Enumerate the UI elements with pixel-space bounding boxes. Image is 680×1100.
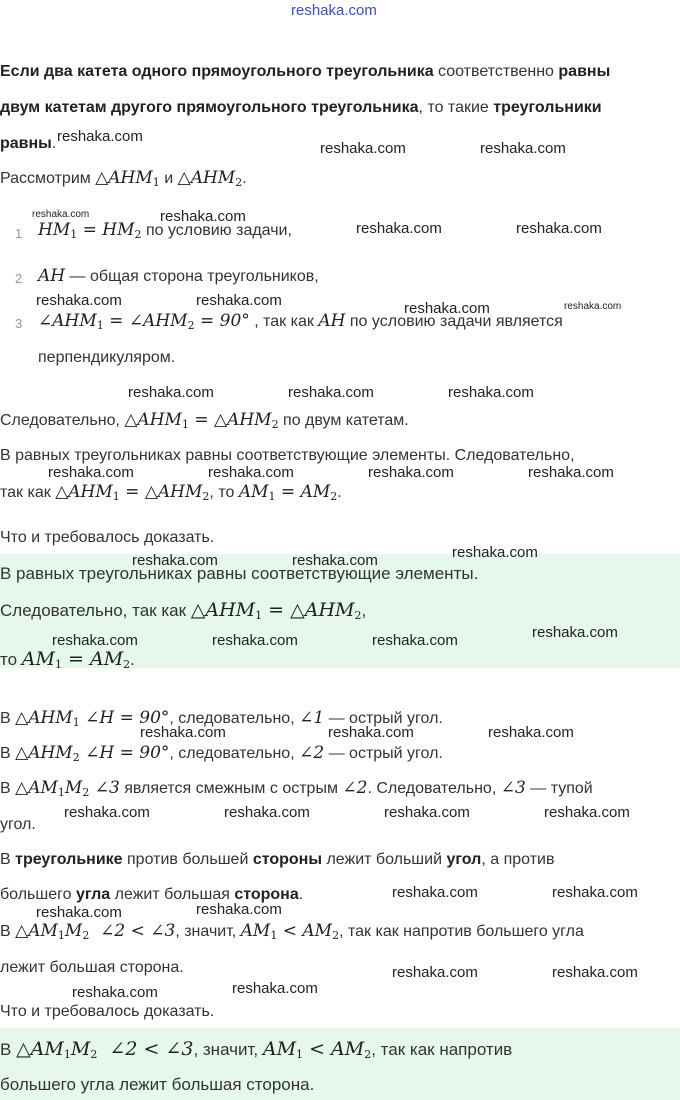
- item-2: [38, 266, 319, 287]
- box1-end3: .: [130, 650, 135, 669]
- therefore-post: по двум катетам.: [278, 412, 409, 429]
- watermark: reshaka.com: [532, 624, 618, 641]
- consider-end: .: [242, 170, 247, 187]
- watermark: reshaka.com: [48, 464, 134, 481]
- p2-l3-end: — тупой: [525, 780, 593, 797]
- rule-text-8: .: [51, 135, 57, 152]
- equal-mid: , то: [209, 484, 239, 501]
- watermark: reshaka.com: [212, 632, 298, 649]
- watermark: reshaka.com: [128, 384, 214, 401]
- rule-bold-7: равны: [0, 135, 52, 152]
- formula-box1-am: $AM_1 = AM_2$: [21, 648, 131, 671]
- rule-line-3: [0, 134, 56, 154]
- part2-conclusion-line-1: [0, 921, 584, 946]
- p2-rule2-b: угла: [75, 886, 111, 903]
- therefore-line: [0, 410, 409, 435]
- p2-rule2-e: .: [298, 886, 304, 903]
- qed-2: Что и требовалось доказать.: [0, 1003, 215, 1020]
- rule-bold-4: двум катетам другого прямоугольного треугольника: [0, 99, 419, 116]
- item-number-3: 3: [15, 316, 23, 331]
- watermark: reshaka.com: [196, 901, 282, 918]
- watermark: reshaka.com: [52, 632, 138, 649]
- watermark: reshaka.com: [552, 884, 638, 901]
- formula-triangles-equal-2: $\triangle AHM_1$ = $\triangle AHM_2$: [55, 482, 210, 503]
- formula-am1m2-angle3: $\triangle AM_1M_2$ ∠3: [15, 778, 120, 799]
- formula-angles-90: $\angle AHM_1$ = $\angle AHM_2 = 90^\circ$: [38, 311, 250, 332]
- part2-line-3: [0, 778, 593, 803]
- item-3-text: , так как: [249, 313, 319, 330]
- formula-hm1-eq-hm2: $HM_1 = HM_2$: [38, 220, 142, 241]
- watermark: reshaka.com: [36, 292, 122, 309]
- p2-l3-mid2: . Следовательно,: [367, 780, 501, 797]
- formula-ah-2: AH: [318, 311, 346, 331]
- formula-angle-2b: ∠2: [342, 778, 368, 798]
- watermark: reshaka.com: [552, 964, 638, 981]
- p2-l1-pre: В: [0, 710, 16, 727]
- p2-l2-pre: В: [0, 745, 16, 762]
- formula-box1-triangles: $\triangle AHM_1$ = $\triangle AHM_2$: [190, 599, 362, 622]
- part2-conclusion-line-2: лежит большая сторона.: [0, 959, 184, 976]
- p2-rule2-c: лежит большая: [110, 886, 235, 903]
- p2-l2-end: — острый угол.: [324, 745, 443, 762]
- watermark: reshaka.com: [196, 292, 282, 309]
- item-3-text2: по условию задачи является: [345, 313, 563, 330]
- box2-mid: , значит,: [193, 1040, 263, 1059]
- formula-angle-1: ∠1: [299, 708, 325, 728]
- formula-angle-3: ∠3: [500, 778, 526, 798]
- rule-line-1: [0, 62, 610, 82]
- formula-am1-eq-am2: $AM_1 = AM_2$: [238, 482, 338, 503]
- triangle-ahm2: $\triangle AHM_2$: [177, 168, 243, 189]
- formula-triangles-equal: $\triangle AHM_1$ = $\triangle AHM_2$: [124, 410, 279, 431]
- formula-am1-lt-am2: $AM_1 < AM_2$: [240, 921, 340, 942]
- part2-rule-line-1: [0, 850, 554, 870]
- rule-text-5: , то такие: [418, 99, 494, 116]
- watermark: reshaka.com: [384, 804, 470, 821]
- p2-l1-end: — острый угол.: [324, 710, 443, 727]
- part2-line-2: [0, 743, 443, 768]
- box1-line-3: [0, 649, 135, 675]
- watermark: reshaka.com: [372, 632, 458, 649]
- watermark: reshaka.com: [57, 128, 143, 145]
- p2-rule-e: лежит больший: [322, 851, 447, 868]
- part2-line-3b: угол.: [0, 816, 36, 833]
- watermark: reshaka.com: [132, 552, 218, 569]
- box1-pre2: Следовательно, так как: [0, 601, 191, 620]
- watermark: reshaka.com: [160, 208, 246, 225]
- box1-line-1: В равных треугольниках равны соответствующие элементы.: [0, 564, 479, 583]
- watermark: reshaka.com: [32, 209, 90, 220]
- site-watermark-header[interactable]: reshaka.com: [291, 2, 377, 19]
- p2-rule-b: треугольнике: [15, 851, 123, 868]
- watermark: reshaka.com: [328, 724, 414, 741]
- watermark: reshaka.com: [288, 384, 374, 401]
- rule-bold-6: треугольники: [493, 99, 602, 116]
- box2-pre: В: [0, 1040, 17, 1059]
- p2-rule-f: угол: [446, 851, 482, 868]
- p2-rule2-d: сторона: [234, 886, 299, 903]
- watermark: reshaka.com: [564, 301, 622, 312]
- box2-line-2: большего угла лежит большая сторона.: [0, 1075, 315, 1094]
- watermark: reshaka.com: [208, 464, 294, 481]
- formula-am1m2-angles: $\triangle AM_1M_2$ ∠2 < ∠3: [15, 921, 176, 942]
- therefore-pre: Следовательно,: [0, 412, 125, 429]
- qed-1: Что и требовалось доказать.: [0, 529, 215, 546]
- box1-line-2: [0, 600, 366, 626]
- watermark: reshaka.com: [224, 804, 310, 821]
- watermark: reshaka.com: [528, 464, 614, 481]
- equal-elements-line-2: [0, 482, 342, 507]
- consider-pre: Рассмотрим: [0, 170, 96, 187]
- consider-line: [0, 168, 247, 193]
- formula-ahm1-h90: $\triangle AHM_1$ ∠H = 90°: [15, 708, 170, 729]
- p2-concl-pre: В: [0, 923, 16, 940]
- watermark: reshaka.com: [480, 140, 566, 157]
- box2-line-1: [0, 1039, 512, 1065]
- p2-l1-mid: , следовательно,: [169, 710, 300, 727]
- formula-box2-angles: $\triangle AM_1M_2$ ∠2 < ∠3: [16, 1038, 194, 1061]
- watermark: reshaka.com: [368, 464, 454, 481]
- watermark: reshaka.com: [140, 724, 226, 741]
- equal-end: .: [337, 484, 342, 501]
- equal-pre: так как: [0, 484, 56, 501]
- watermark: reshaka.com: [72, 984, 158, 1001]
- p2-rule-g: , а против: [481, 851, 555, 868]
- p2-rule-a: В: [0, 851, 16, 868]
- p2-l3-pre: В: [0, 780, 16, 797]
- item-3-continuation: перпендикуляром.: [38, 349, 176, 366]
- p2-concl-end: , так как напротив большего угла: [339, 923, 584, 940]
- box2-end: , так как напротив: [371, 1040, 513, 1059]
- formula-angle-2: ∠2: [299, 743, 325, 763]
- item-number-1: 1: [15, 226, 23, 241]
- equal-elements-line-1: В равных треугольниках равны соответствующие элементы. Следовательно,: [0, 447, 575, 464]
- rule-line-2: [0, 98, 602, 118]
- item-number-2: 2: [15, 271, 23, 286]
- rule-text-2: соответственно: [433, 63, 559, 80]
- formula-box2-am: $AM_1 < AM_2$: [262, 1038, 372, 1061]
- watermark: reshaka.com: [232, 980, 318, 997]
- formula-ahm2-h90: $\triangle AHM_2$ ∠H = 90°: [15, 743, 170, 764]
- watermark: reshaka.com: [404, 300, 490, 317]
- watermark: reshaka.com: [448, 384, 534, 401]
- rule-bold-3: равны: [558, 63, 611, 80]
- watermark: reshaka.com: [36, 904, 122, 921]
- p2-rule2-a: большего: [0, 886, 76, 903]
- item-2-text: — общая сторона треугольников,: [65, 268, 319, 285]
- watermark: reshaka.com: [488, 724, 574, 741]
- watermark: reshaka.com: [544, 804, 630, 821]
- p2-concl-mid: , значит,: [175, 923, 241, 940]
- p2-l3-mid: является смежным с острым: [119, 780, 343, 797]
- item-1-text: по условию задачи,: [141, 222, 292, 239]
- rule-bold-1: Если два катета одного прямоугольного треугольника: [0, 63, 434, 80]
- p2-l2-mid: , следовательно,: [169, 745, 300, 762]
- watermark: reshaka.com: [452, 544, 538, 561]
- watermark: reshaka.com: [516, 220, 602, 237]
- box1-pre3: то: [0, 650, 22, 669]
- watermark: reshaka.com: [356, 220, 442, 237]
- watermark: reshaka.com: [292, 552, 378, 569]
- watermark: reshaka.com: [64, 804, 150, 821]
- box1-end2: ,: [361, 601, 367, 620]
- p2-rule-d: стороны: [252, 851, 322, 868]
- watermark: reshaka.com: [392, 884, 478, 901]
- watermark: reshaka.com: [392, 964, 478, 981]
- consider-and: и: [159, 170, 178, 187]
- p2-rule-c: против большей: [122, 851, 253, 868]
- formula-ah: AH: [38, 266, 66, 286]
- triangle-ahm1: $\triangle AHM_1$: [95, 168, 160, 189]
- watermark: reshaka.com: [320, 140, 406, 157]
